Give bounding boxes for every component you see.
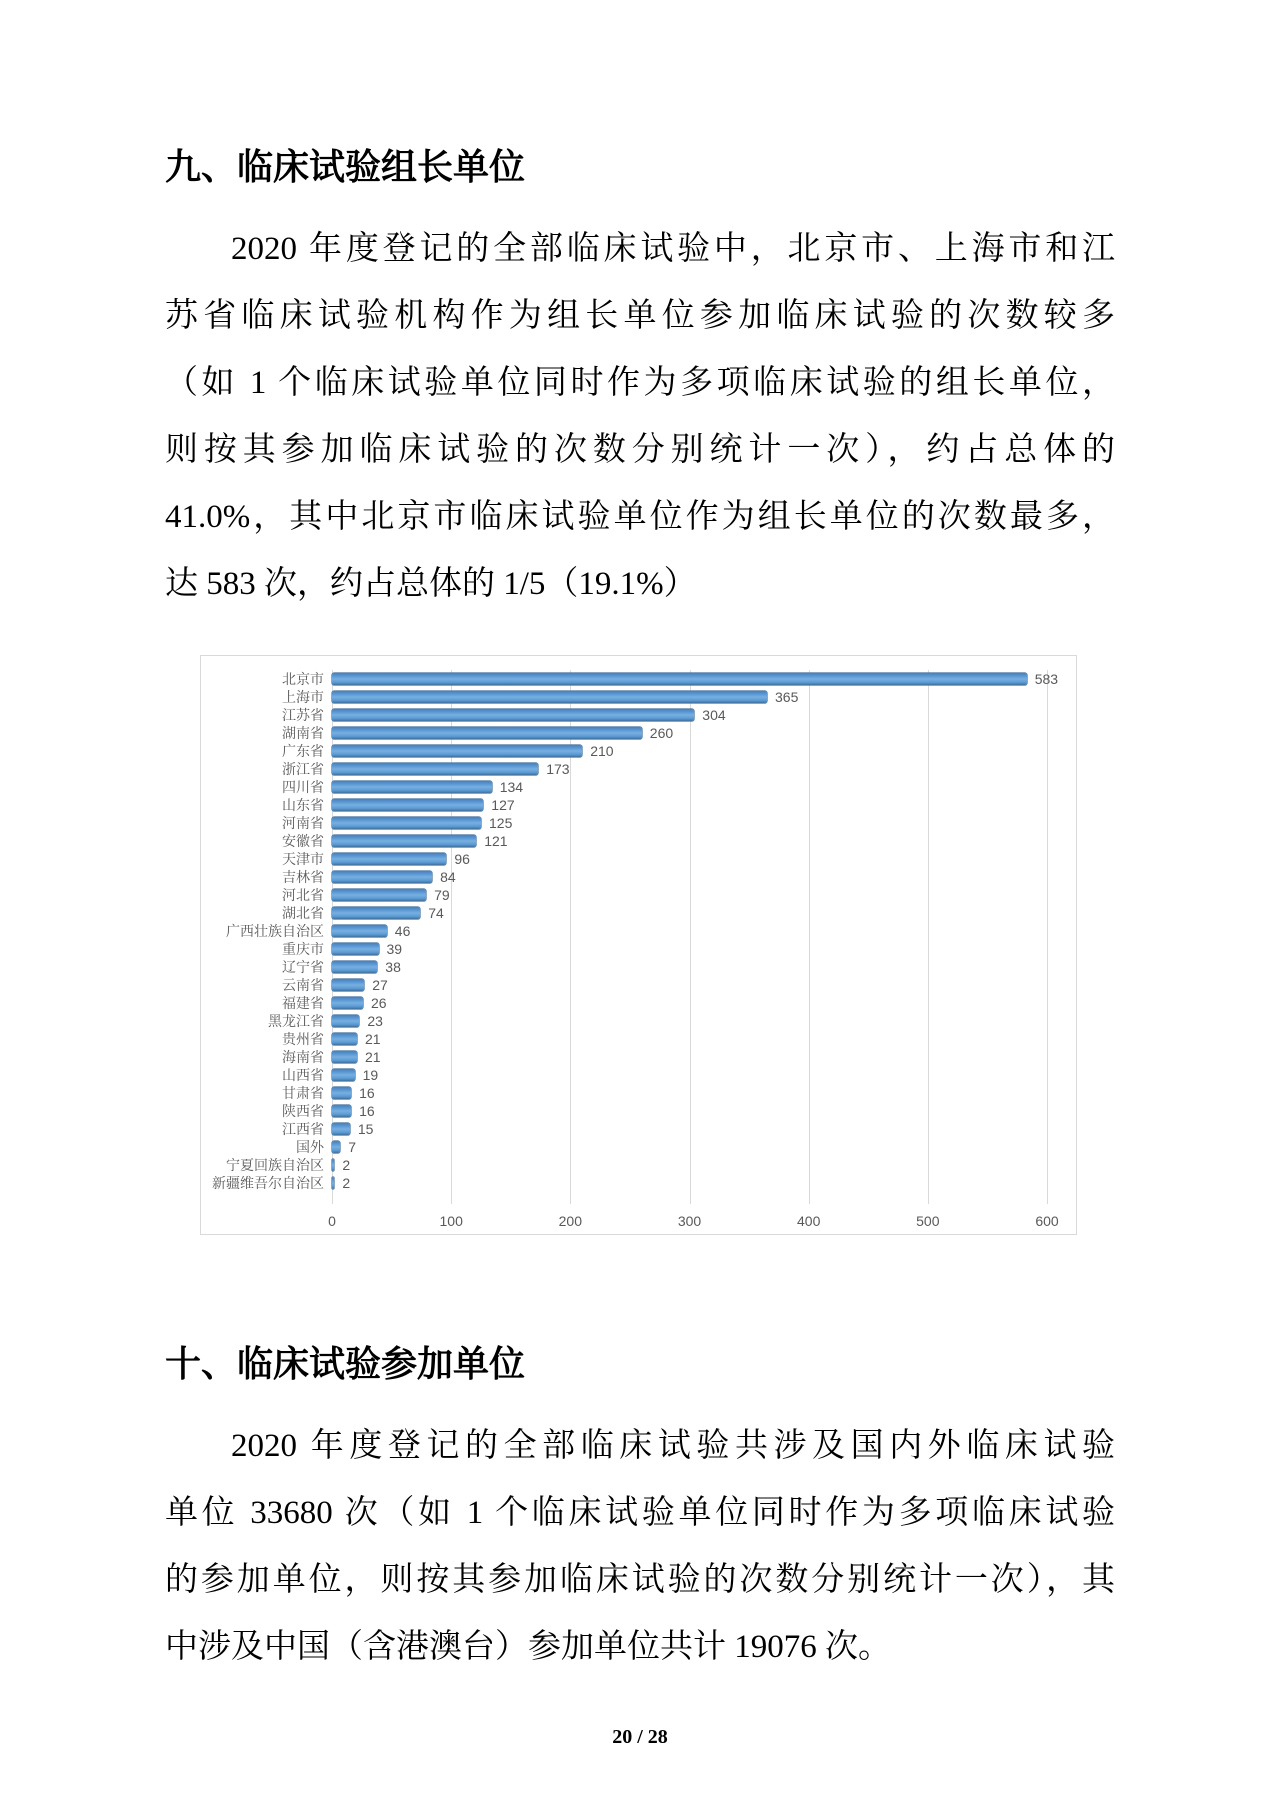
chart-category-label: 湖北省 xyxy=(282,905,324,921)
chart-bar-area xyxy=(332,832,1076,850)
x-tick-label: 100 xyxy=(439,1213,463,1229)
chart-value-label: 365 xyxy=(775,689,799,705)
paragraph-line: 达 583 次，约占总体的 1/5（19.1%） xyxy=(165,566,697,602)
chart-row xyxy=(201,1120,1076,1138)
chart-row xyxy=(201,1048,1076,1066)
chart-bar xyxy=(332,889,426,901)
chart-bar-area xyxy=(332,670,1076,688)
chart-bar-area xyxy=(332,886,1076,904)
chart-bar-area xyxy=(332,922,1076,940)
chart-value-label: 38 xyxy=(385,959,401,975)
chart-category-label: 海南省 xyxy=(282,1049,324,1065)
chart-category-label: 安徽省 xyxy=(282,833,324,849)
chart-bar-area xyxy=(332,1030,1076,1048)
paragraph-line: 单位 33680 次（如 1 个临床试验单位同时作为多项临床试验 xyxy=(165,1495,1115,1531)
chart-category-label: 黑龙江省 xyxy=(268,1013,324,1029)
chart-category-label: 宁夏回族自治区 xyxy=(226,1157,324,1173)
x-tick-label: 0 xyxy=(328,1213,336,1229)
chart-value-label: 304 xyxy=(702,707,726,723)
chart-bar-area xyxy=(332,724,1076,742)
chart-bar xyxy=(332,1177,334,1189)
chart-bar-area xyxy=(332,688,1076,706)
chart-row xyxy=(201,1138,1076,1156)
chart-bar xyxy=(332,799,483,811)
chart-row xyxy=(201,778,1076,796)
chart-bar-area xyxy=(332,1012,1076,1030)
chart-row xyxy=(201,1084,1076,1102)
chart-row xyxy=(201,1030,1076,1048)
chart-bar-area xyxy=(332,1102,1076,1120)
chart-bar xyxy=(332,835,476,847)
chart-value-label: 15 xyxy=(357,1121,374,1137)
chart-bar xyxy=(332,1123,350,1135)
paragraph-line: 2020 年度登记的全部临床试验共涉及国内外临床试验 xyxy=(231,1428,1115,1464)
chart-value-label: 173 xyxy=(546,761,570,777)
chart-row xyxy=(201,940,1076,958)
chart-value-label: 19 xyxy=(362,1067,379,1083)
chart-value-label: 79 xyxy=(434,887,450,903)
chart-row xyxy=(201,1174,1076,1192)
chart-value-label: 16 xyxy=(359,1103,375,1119)
chart-bar xyxy=(332,1159,334,1171)
paragraph-line: 苏省临床试验机构作为组长单位参加临床试验的次数较多 xyxy=(165,298,1115,334)
chart-category-label: 广东省 xyxy=(282,743,324,759)
chart-x-axis xyxy=(201,1212,1076,1230)
chart-row xyxy=(201,724,1076,742)
chart-category-label: 新疆维吾尔自治区 xyxy=(212,1175,324,1191)
chart-value-label: 84 xyxy=(440,869,456,885)
chart-bar xyxy=(332,1033,357,1045)
chart-row xyxy=(201,814,1076,832)
page-number: 20 / 28 xyxy=(612,1726,668,1748)
chart-value-label: 2 xyxy=(342,1157,351,1173)
chart-bar xyxy=(332,1015,359,1027)
chart-category-label: 陕西省 xyxy=(282,1103,324,1119)
chart-category-label: 云南省 xyxy=(282,977,324,993)
chart-row xyxy=(201,994,1076,1012)
chart-row xyxy=(201,886,1076,904)
chart-value-label: 27 xyxy=(372,977,388,993)
chart-category-label: 上海市 xyxy=(282,689,324,705)
chart-row xyxy=(201,1012,1076,1030)
chart-category-label: 辽宁省 xyxy=(282,959,324,975)
chart-bar xyxy=(332,817,481,829)
paragraph-line: 中涉及中国（含港澳台）参加单位共计 19076 次。 xyxy=(165,1629,891,1665)
chart-value-label: 16 xyxy=(359,1085,375,1101)
chart-bar xyxy=(332,997,363,1009)
chart-category-label: 山西省 xyxy=(282,1067,324,1083)
chart-bar-area xyxy=(332,778,1076,796)
chart-row xyxy=(201,904,1076,922)
chart-bar-area xyxy=(332,796,1076,814)
chart-bar xyxy=(332,673,1027,685)
chart-value-label: 260 xyxy=(649,725,674,741)
chart-bar xyxy=(332,943,379,955)
section10-paragraph xyxy=(165,1413,1115,1681)
chart-bar xyxy=(332,979,364,991)
chart-value-label: 121 xyxy=(484,833,508,849)
chart-bar xyxy=(332,745,582,757)
chart-value-label: 210 xyxy=(590,743,614,759)
chart-bar-area xyxy=(332,868,1076,886)
chart-value-label: 39 xyxy=(386,941,403,957)
chart-category-label: 天津市 xyxy=(282,851,324,867)
chart-category-label: 贵州省 xyxy=(282,1031,324,1047)
chart-bar xyxy=(332,709,694,721)
chart-bar xyxy=(332,925,387,937)
chart-row xyxy=(201,796,1076,814)
chart-rows xyxy=(201,670,1076,1192)
chart-row xyxy=(201,868,1076,886)
chart-bar-area xyxy=(332,1138,1076,1156)
chart-category-label: 河南省 xyxy=(282,815,324,831)
chart-value-label: 583 xyxy=(1034,671,1059,687)
chart-category-label: 江西省 xyxy=(282,1121,324,1137)
x-tick-label: 600 xyxy=(1035,1213,1059,1229)
paragraph-line: 2020 年度登记的全部临床试验中，北京市、上海市和江 xyxy=(231,231,1115,267)
chart-bar-area xyxy=(332,940,1076,958)
chart-bar-area xyxy=(332,760,1076,778)
chart-bar xyxy=(332,727,642,739)
chart-bar-area xyxy=(332,742,1076,760)
chart-row xyxy=(201,976,1076,994)
chart-row xyxy=(201,742,1076,760)
chart-value-label: 23 xyxy=(367,1013,383,1029)
chart-bar xyxy=(332,907,420,919)
chart-bar-area xyxy=(332,1048,1076,1066)
chart-value-label: 2 xyxy=(342,1175,351,1191)
chart-category-label: 江苏省 xyxy=(282,707,324,723)
chart-category-label: 甘肃省 xyxy=(282,1085,324,1101)
x-tick-label: 300 xyxy=(677,1213,702,1229)
chart-category-label: 浙江省 xyxy=(282,761,324,777)
chart-bar-area xyxy=(332,1120,1076,1138)
chart-row xyxy=(201,958,1076,976)
paragraph-line: 41.0%，其中北京市临床试验单位作为组长单位的次数最多， xyxy=(165,499,1115,535)
chart-row xyxy=(201,706,1076,724)
chart-row xyxy=(201,1156,1076,1174)
chart-category-label: 福建省 xyxy=(282,995,324,1011)
chart-bar-area xyxy=(332,850,1076,868)
chart-value-label: 127 xyxy=(491,797,515,813)
chart-bar-area xyxy=(332,1084,1076,1102)
paragraph-line: 的参加单位，则按其参加临床试验的次数分别统计一次），其 xyxy=(165,1562,1115,1598)
chart-row xyxy=(201,1102,1076,1120)
chart-value-label: 21 xyxy=(365,1031,381,1047)
chart-bar xyxy=(332,1087,351,1099)
chart-bar xyxy=(332,1105,351,1117)
chart-category-label: 重庆市 xyxy=(282,941,324,957)
paragraph-line: （如 1 个临床试验单位同时作为多项临床试验的组长单位， xyxy=(165,365,1115,401)
chart-bar xyxy=(332,691,767,703)
chart-bar xyxy=(332,763,538,775)
chart-category-label: 四川省 xyxy=(282,779,324,795)
chart-category-label: 湖南省 xyxy=(282,725,324,741)
chart-bar xyxy=(332,781,492,793)
chart-category-label: 国外 xyxy=(296,1139,324,1155)
x-tick-label: 200 xyxy=(558,1213,582,1229)
chart-value-label: 134 xyxy=(499,779,524,795)
section9-paragraph xyxy=(165,216,1115,618)
chart-bar-area xyxy=(332,814,1076,832)
chart-bar xyxy=(332,853,446,865)
section9-heading: 九、临床试验组长单位 xyxy=(165,146,526,187)
chart-row xyxy=(201,922,1076,940)
chart-value-label: 74 xyxy=(428,905,444,921)
chart-bar xyxy=(332,1141,340,1153)
paragraph-line: 则按其参加临床试验的次数分别统计一次），约占总体的 xyxy=(165,432,1115,468)
chart-row xyxy=(201,1066,1076,1084)
chart-row xyxy=(201,760,1076,778)
chart-value-label: 26 xyxy=(371,995,387,1011)
chart-category-label: 北京市 xyxy=(282,671,324,687)
chart-bar-area xyxy=(332,1066,1076,1084)
chart-bar-area xyxy=(332,976,1076,994)
chart-row xyxy=(201,670,1076,688)
chart-category-label: 河北省 xyxy=(282,887,324,903)
section10-heading: 十、临床试验参加单位 xyxy=(165,1343,526,1384)
chart-bar-area xyxy=(332,1156,1076,1174)
chart-bar-area xyxy=(332,706,1076,724)
chart-bar xyxy=(332,961,377,973)
chart-value-label: 125 xyxy=(489,815,513,831)
chart-value-label: 21 xyxy=(365,1049,381,1065)
chart-row xyxy=(201,850,1076,868)
x-tick-label: 500 xyxy=(916,1213,940,1229)
chart-bar-area xyxy=(332,994,1076,1012)
chart-value-label: 7 xyxy=(348,1139,357,1155)
lead-units-bar-chart xyxy=(200,655,1077,1235)
chart-category-label: 广西壮族自治区 xyxy=(226,923,324,939)
chart-category-label: 山东省 xyxy=(282,797,324,813)
chart-bar xyxy=(332,1051,357,1063)
chart-bar-area xyxy=(332,904,1076,922)
x-tick-label: 400 xyxy=(797,1213,821,1229)
chart-bar xyxy=(332,1069,355,1081)
chart-value-label: 46 xyxy=(394,923,411,939)
chart-bar xyxy=(332,871,432,883)
chart-bar-area xyxy=(332,1174,1076,1192)
chart-value-label: 96 xyxy=(454,851,470,867)
chart-bar-area xyxy=(332,958,1076,976)
chart-row xyxy=(201,832,1076,850)
chart-category-label: 吉林省 xyxy=(282,869,324,885)
chart-row xyxy=(201,688,1076,706)
